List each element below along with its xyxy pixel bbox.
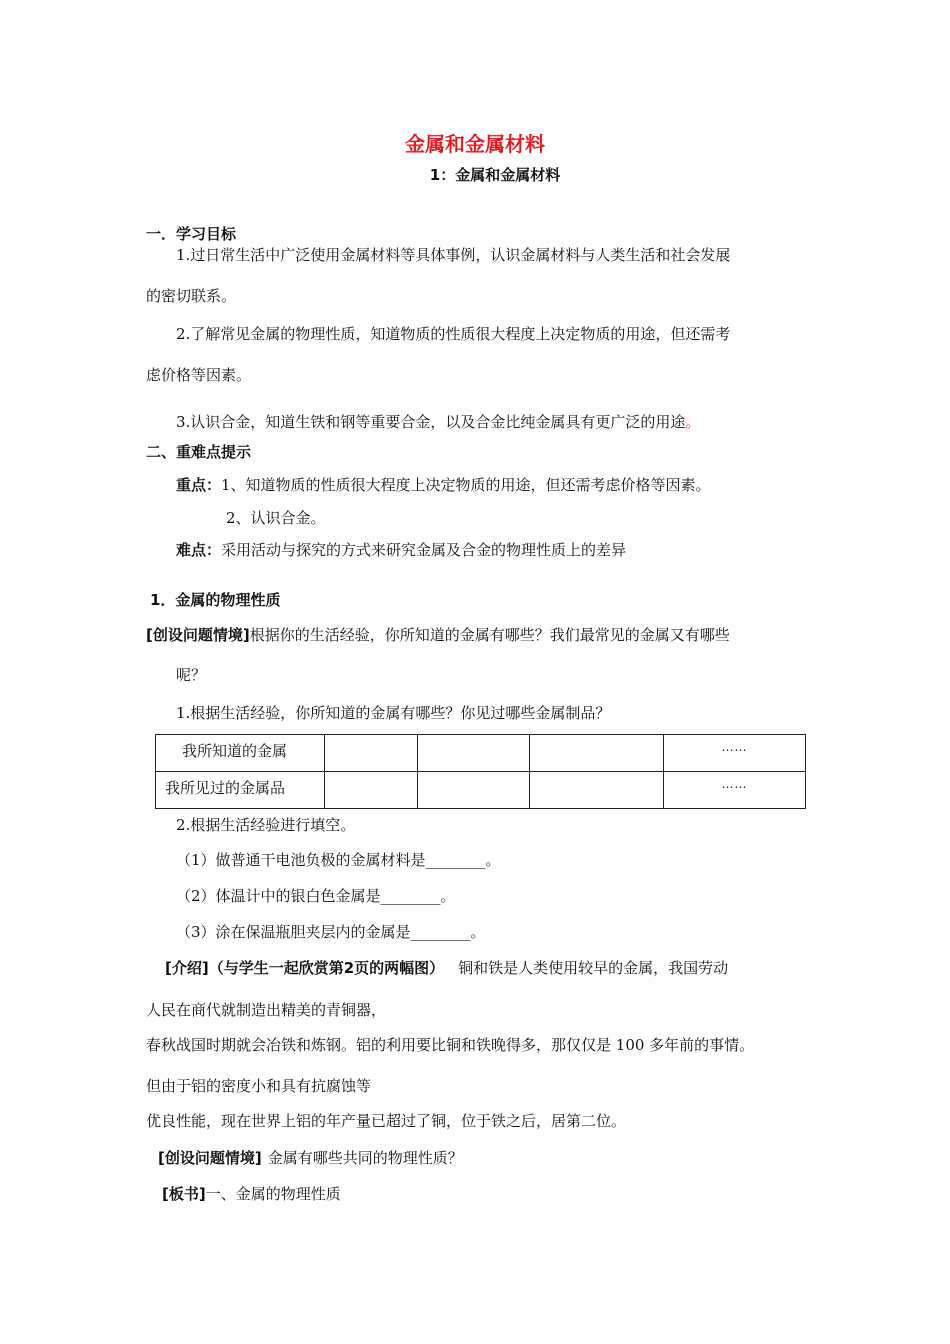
difficulty-point [176,540,626,560]
table-cell-blank [418,735,530,772]
table-cell-label: 我所见过的金属品 [156,772,325,809]
scenario-2-tag: [创设问题情境] [158,1149,262,1167]
scenario-tag: [创设问题情境] [146,626,250,644]
table-cell-label: 我所知道的金属 [156,735,325,772]
key-point-1 [176,475,711,495]
table-cell-ellipsis: …… [664,772,806,809]
document-title: 金属和金属材料 [405,132,545,156]
section-heading-key-points: 二、重难点提示 [146,443,252,461]
fill-blank-1: （1）做普通干电池负极的金属材料是________。 [176,851,501,869]
section-heading-goals: 一．学习目标 [146,225,237,243]
table-cell-blank [530,735,664,772]
goal-1-line-1: 1.过日常生活中广泛使用金属材料等具体事例，认识金属材料与人类生活和社会发展 [176,246,731,264]
table-cell-blank [325,772,418,809]
table-cell-blank [418,772,530,809]
key-point-1-text: 1、知道物质的性质很大程度上决定物质的用途，但还需考虑价格等因素。 [221,476,711,494]
intro-line-3: 春秋战国时期就会冶铁和炼钢。铝的利用要比铜和铁晚得多，那仅仅是 100 多年前的事情。 [146,1036,755,1054]
scenario-2-text: 金属有哪些共同的物理性质？ [267,1149,463,1167]
fill-blank-2: （2）体温计中的银白色金属是________。 [176,887,456,905]
intro-line-5: 优良性能，现在世界上铝的年产量已超过了铜，位于铁之后，居第二位。 [146,1112,627,1130]
goal-2-line-1: 2.了解常见金属的物理性质，知道物质的性质很大程度上决定物质的用途，但还需考 [176,325,731,343]
goal-3-period: 。 [685,413,701,431]
scenario-text: 根据你的生活经验，你所知道的金属有哪些？我们最常见的金属又有哪些 [249,626,730,644]
metals-table [155,734,806,809]
goal-3-text: 3.认识合金，知道生铁和钢等重要合金，以及合金比纯金属具有更广泛的用途 [176,413,686,431]
document-subtitle: 1：金属和金属材料 [429,166,561,184]
board-note [162,1184,341,1204]
scenario-2 [158,1148,463,1168]
board-text: 一、金属的物理性质 [205,1185,341,1203]
question-2: 2.根据生活经验进行填空。 [176,816,356,834]
intro-line-1 [165,958,728,978]
scenario-line-1 [146,625,730,645]
intro-line-2: 人民在商代就制造出精美的青铜器， [146,1001,387,1019]
table-cell-blank [530,772,664,809]
difficulty-text: 采用活动与探究的方式来研究金属及合金的物理性质上的差异 [221,541,627,559]
key-point-2: 2、认识合金。 [226,509,326,527]
table-row [156,772,806,809]
part-heading-physical-properties: 1．金属的物理性质 [150,591,281,609]
intro-tag: [介绍] [165,959,209,977]
intro-line-4: 但由于铝的密度小和具有抗腐蚀等 [146,1077,372,1095]
intro-note: （与学生一起欣赏第2页的两幅图） [208,959,445,977]
table-row [156,735,806,772]
scenario-line-2: 呢？ [176,666,207,684]
intro-text: 铜和铁是人类使用较早的金属，我国劳动 [458,959,729,977]
goal-2-line-2: 虑价格等因素。 [146,366,252,384]
fill-blank-3: （3）涂在保温瓶胆夹层内的金属是________。 [176,923,486,941]
board-tag: [板书] [162,1185,206,1203]
question-1: 1.根据生活经验，你所知道的金属有哪些？你见过哪些金属制品？ [176,704,611,722]
difficulty-label: 难点： [176,541,222,559]
table-cell-blank [325,735,418,772]
key-label: 重点： [176,476,222,494]
goal-3 [176,412,700,432]
goal-1-line-2: 的密切联系。 [146,287,237,305]
table-cell-ellipsis: …… [664,735,806,772]
